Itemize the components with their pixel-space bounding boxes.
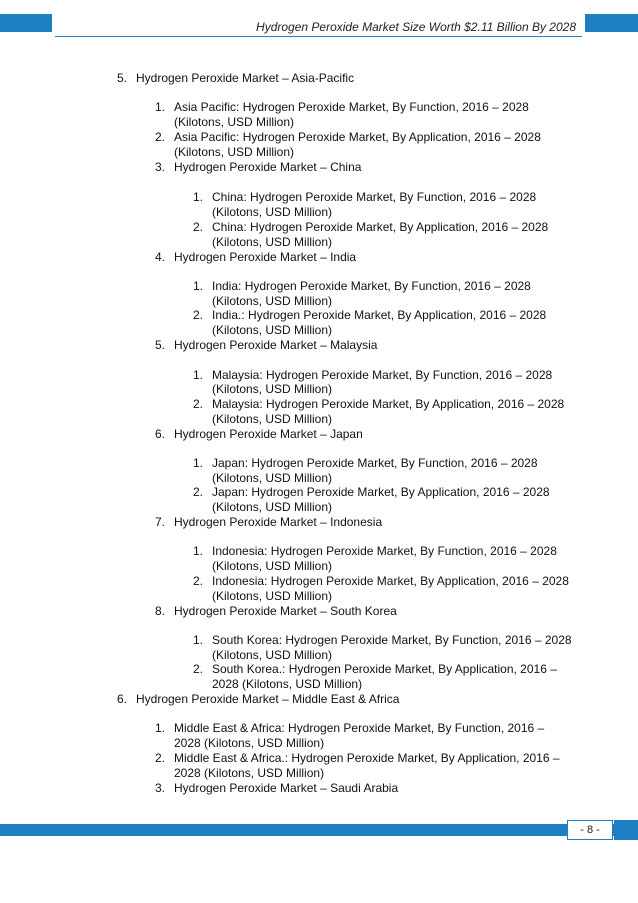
toc-entry-number: 2. [193, 308, 204, 322]
toc-entry-text: Malaysia: Hydrogen Peroxide Market, By Application, 2016 – 2028 [212, 397, 565, 411]
toc-entry-number: 1. [193, 633, 204, 647]
toc-entry-text: Hydrogen Peroxide Market – Malaysia [174, 338, 378, 352]
toc-entry-text: (Kilotons, USD Million) [212, 589, 333, 603]
toc-entry-number: 1. [193, 368, 204, 382]
toc-entry-text: 2028 (Kilotons, USD Million) [174, 736, 325, 750]
toc-entry-text: (Kilotons, USD Million) [212, 559, 333, 573]
toc-entry-text: Indonesia: Hydrogen Peroxide Market, By Application, 2016 – 2028 [212, 574, 569, 588]
toc-entry-text: India.: Hydrogen Peroxide Market, By Application, 2016 – 2028 [212, 308, 547, 322]
toc-entry-text: (Kilotons, USD Million) [212, 205, 333, 219]
toc-entry-text: Middle East & Africa: Hydrogen Peroxide Market, By Function, 2016 – [174, 721, 545, 735]
toc-entry-text: (Kilotons, USD Million) [212, 471, 333, 485]
toc-entry-text: 2028 (Kilotons, USD Million) [212, 677, 363, 691]
footer-right-block [614, 820, 638, 840]
toc-entry-text: Hydrogen Peroxide Market – Indonesia [174, 515, 383, 529]
toc-entry-text: (Kilotons, USD Million) [174, 115, 295, 129]
toc-entry-number: 2. [193, 397, 204, 411]
toc-entry-text: Japan: Hydrogen Peroxide Market, By Function, 2016 – 2028 [212, 456, 538, 470]
toc-entry-number: 3. [155, 781, 166, 795]
toc-entry-text: Hydrogen Peroxide Market – Asia-Pacific [136, 71, 355, 85]
toc-entry-number: 2. [193, 574, 204, 588]
toc-entry-text: (Kilotons, USD Million) [212, 382, 333, 396]
toc-entry-text: (Kilotons, USD Million) [174, 145, 295, 159]
toc-entry-text: Malaysia: Hydrogen Peroxide Market, By Function, 2016 – 2028 [212, 368, 553, 382]
toc-entry-number: 2. [155, 751, 166, 765]
toc-entry-text: Hydrogen Peroxide Market – India [174, 250, 357, 264]
toc-entry-number: 1. [193, 279, 204, 293]
header-title: Hydrogen Peroxide Market Size Worth $2.11 Billion By 2028 [256, 20, 576, 34]
toc-entry-text: India: Hydrogen Peroxide Market, By Function, 2016 – 2028 [212, 279, 531, 293]
toc-entry-number: 4. [155, 250, 166, 264]
toc-entry-text: Middle East & Africa.: Hydrogen Peroxide Market, By Application, 2016 – [174, 751, 560, 765]
toc-entry-text: Hydrogen Peroxide Market – South Korea [174, 604, 397, 618]
toc-entry-number: 7. [155, 515, 166, 529]
toc-entry-text: Hydrogen Peroxide Market – China [174, 160, 362, 174]
toc-entry-number: 2. [193, 220, 204, 234]
toc-entry-number: 2. [155, 130, 166, 144]
toc-entry-text: 2028 (Kilotons, USD Million) [174, 766, 325, 780]
toc-entry-text: Asia Pacific: Hydrogen Peroxide Market, By Application, 2016 – 2028 [174, 130, 541, 144]
toc-entry-text: Indonesia: Hydrogen Peroxide Market, By Function, 2016 – 2028 [212, 544, 557, 558]
toc-entry-number: 2. [193, 485, 204, 499]
toc-entry-number: 8. [155, 604, 166, 618]
toc-entry-text: (Kilotons, USD Million) [212, 500, 333, 514]
toc-entry-text: China: Hydrogen Peroxide Market, By Application, 2016 – 2028 [212, 220, 549, 234]
toc-entry-number: 3. [155, 160, 166, 174]
toc-entry-number: 2. [193, 662, 204, 676]
toc-entry-text: (Kilotons, USD Million) [212, 294, 333, 308]
toc-entry-number: 5. [117, 71, 128, 85]
toc-entry-number: 1. [155, 100, 166, 114]
toc-entry-text: (Kilotons, USD Million) [212, 412, 333, 426]
toc-entry-text: South Korea.: Hydrogen Peroxide Market, By Application, 2016 – [212, 662, 557, 676]
toc-entry-text: (Kilotons, USD Million) [212, 648, 333, 662]
toc-entry-text: (Kilotons, USD Million) [212, 323, 333, 337]
toc-entry-number: 5. [155, 338, 166, 352]
page-number: - 8 - [567, 820, 613, 840]
toc-entry-text: Hydrogen Peroxide Market – Middle East & Africa [136, 692, 400, 706]
toc-entry-number: 6. [155, 427, 166, 441]
footer-bar [0, 824, 638, 836]
toc-entry-number: 1. [193, 190, 204, 204]
toc-entry-text: China: Hydrogen Peroxide Market, By Function, 2016 – 2028 [212, 190, 537, 204]
toc-entry-number: 6. [117, 692, 128, 706]
toc-entry-text: Japan: Hydrogen Peroxide Market, By Application, 2016 – 2028 [212, 485, 550, 499]
toc-entry-number: 1. [193, 456, 204, 470]
toc-entry-text: Asia Pacific: Hydrogen Peroxide Market, By Function, 2016 – 2028 [174, 100, 529, 114]
toc-entry-text: Hydrogen Peroxide Market – Saudi Arabia [174, 781, 399, 795]
toc-entry-number: 1. [155, 721, 166, 735]
toc-entry-text: (Kilotons, USD Million) [212, 235, 333, 249]
toc-entry-text: Hydrogen Peroxide Market – Japan [174, 427, 363, 441]
toc-entry-text: South Korea: Hydrogen Peroxide Market, By Function, 2016 – 2028 [212, 633, 572, 647]
toc-entry-number: 1. [193, 544, 204, 558]
